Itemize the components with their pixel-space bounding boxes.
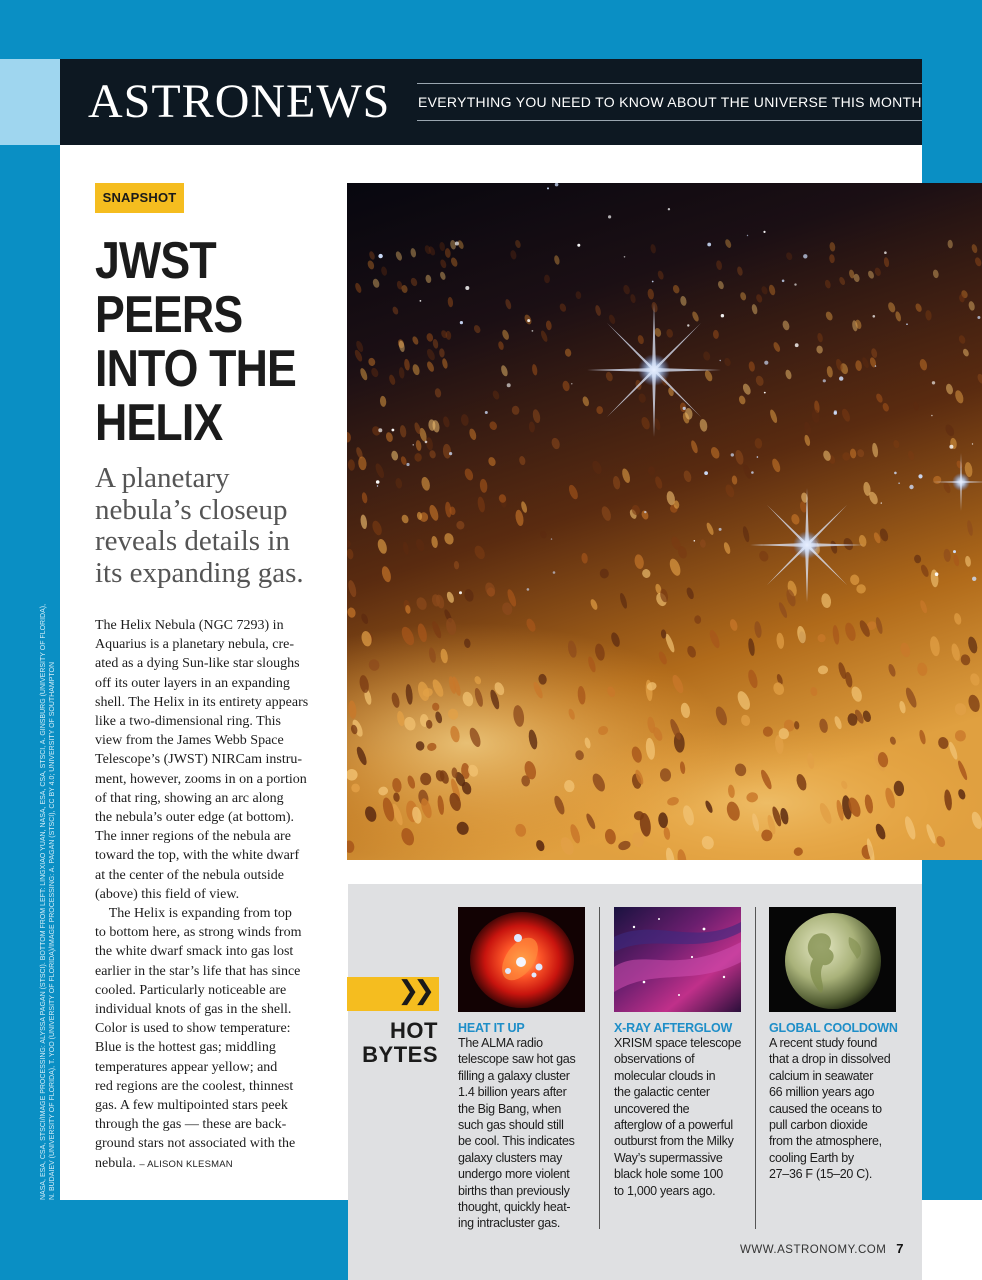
article-deck: A planetary nebula’s closeup reveals details in its expanding gas. [95, 462, 304, 589]
earth-globe-graphic [769, 907, 896, 1012]
hot-bytes-title: HOT BYTES [362, 1018, 438, 1067]
hot-bytes-arrow-tab [347, 977, 439, 1011]
nebula-image-graphic [347, 183, 982, 860]
bright-star-1 [587, 303, 721, 437]
article-body: The Helix Nebula (NGC 7293) in Aquarius is a planetary nebula, cre- ated as a dying Sun-like star sloughs off its outer layers in an expanding shell. The Helix in its entirety appears like a two-dimensional ring. This view from the James Webb Space Telescope’s (JWST) NIRCam instru- ment, however, zooms in on a portion of that ring, showing an arc along the nebula’s outer edge (at bottom). The inner regions of the nebula are toward the top, with the white dwarf at the center of the nebula outside (above) this field of view. The Helix is expanding from top to bottom here, as strong winds from the white dwarf smack into gas lost earlier in the star’s life that has since cooled. Particularly noticeable are individual knots of gas in the shell. Color is used to show temperature: Blue is the hottest gas; middling temperatures appear yellow; and red regions are the coolest, thinnest gas. A few multipointed stars peek through the gas — these are back- ground stars not associated with the nebula. – ALISON KLESMAN [95, 618, 309, 1171]
article-headline: JWST PEERS INTO THE HELIX [95, 232, 296, 452]
double-chevron-right-icon: ❯❯ [397, 976, 429, 1006]
hot-byte-text: XRISM space telescope observations of molecular clouds in the galactic center uncovered the afterglow of a powerful outburst from the Milky Way’s supermassive black hole some 100 to 1,000 years ago. [614, 1036, 742, 1198]
section-badge: SNAPSHOT [95, 183, 184, 213]
byline: – ALISON KLESMAN [139, 1158, 233, 1170]
galactic-center-thumbnail [614, 907, 741, 1012]
hot-byte-heading: GLOBAL COOLDOWN [769, 1021, 898, 1035]
galaxy-cluster-graphic [458, 907, 585, 1012]
galaxy-cluster-thumbnail [458, 907, 585, 1012]
photo-credit: NASA, ESA, CSA, STSCI/IMAGE PROCESSING: ALYSSA PAGAN (STSCI). BOTTOM FROM LEFT: LINGXIAO YUAN, NASA, ESA, CSA, STSCI, A. GINSBURG (UNIVERSITY OF FLORIDA), N. BUDAIEV (UNIVERSITY OF FLORIDA), T. YOO (UNIVERSITY OF FLORIDA)/IMAGE PROCESSING: A. PAGAN (STSCI), CC BY 4.0; UNIVERSITY OF SOUTHAMPTON [40, 603, 56, 1200]
earth-thumbnail [769, 907, 896, 1012]
galactic-center-graphic [614, 907, 741, 1012]
helix-nebula-image [347, 183, 982, 860]
masthead-side-strip [0, 59, 60, 145]
page-paper-corner [922, 1200, 982, 1280]
hot-byte-global-cooldown [769, 907, 899, 1183]
bright-star-2 [750, 488, 864, 602]
hot-byte-text: The ALMA radio telescope saw hot gas filling a galaxy cluster 1.4 billion years after the Big Bang, when such gas should still be cool. This indicates galaxy clusters may undergo more violent births than previously thought, quickly heat- ing intracluster gas. [458, 1036, 576, 1231]
hot-byte-heading: X-RAY AFTERGLOW [614, 1021, 733, 1035]
hot-byte-xray-afterglow [614, 907, 744, 1199]
hot-byte-heat-it-up [458, 907, 588, 1232]
column-divider [755, 907, 756, 1229]
page-number: 7 [896, 1241, 905, 1256]
hot-byte-heading: HEAT IT UP [458, 1021, 525, 1035]
hot-byte-text: A recent study found that a drop in dissolved calcium in seawater 66 million years ago caused the oceans to pull carbon dioxide from the atmosphere, cooling Earth by 27–36 F (15–20 C). [769, 1036, 891, 1182]
column-divider [599, 907, 600, 1229]
brand-logo: ASTRONEWS [88, 75, 391, 128]
masthead [60, 59, 922, 145]
footer-url[interactable]: WWW.ASTRONOMY.COM [740, 1244, 887, 1256]
masthead-tagline: EVERYTHING YOU NEED TO KNOW ABOUT THE UNIVERSE THIS MONTH [417, 83, 922, 121]
page-footer [740, 1241, 904, 1256]
